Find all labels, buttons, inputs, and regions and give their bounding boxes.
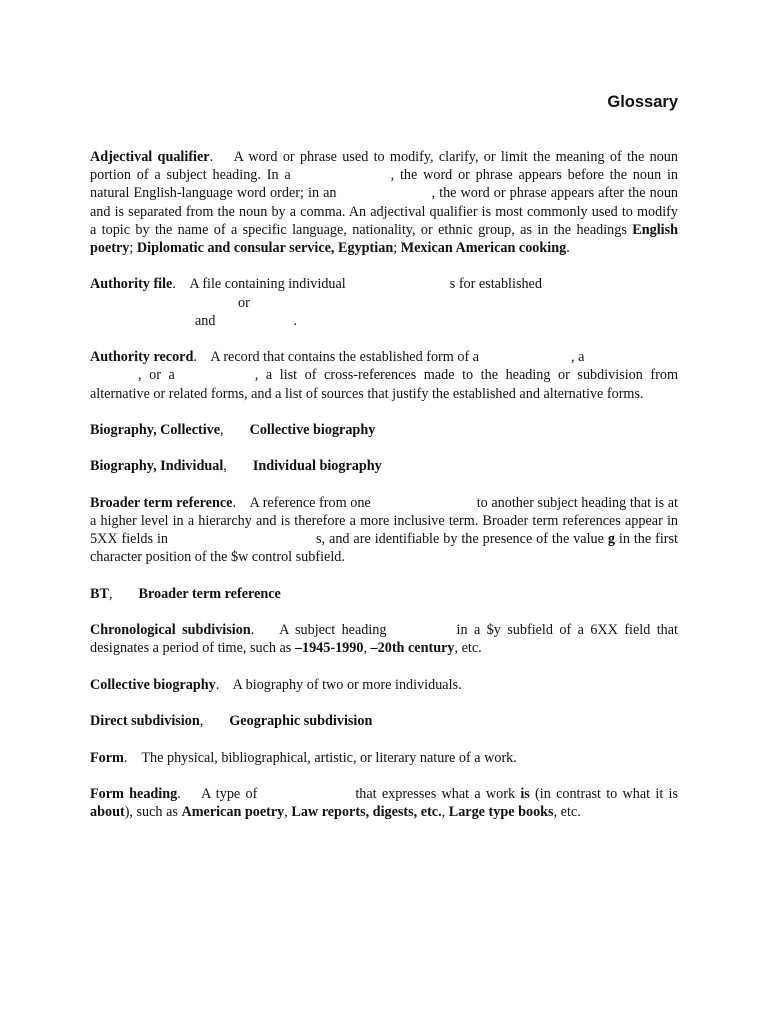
entry-text: , or a [138, 367, 175, 384]
entry-term: BT [90, 585, 109, 602]
glossary-entry-chronological-subdivision: Chronological subdivision. A subject heading in a $y subfield of a 6XX field that designates a period of time, such as –1945-1990, –20th century, etc. [90, 622, 679, 657]
glossary-entries [90, 148, 678, 840]
see-reference: Broader term reference [138, 585, 281, 602]
glossary-entry-biography-collective: Biography, Collective, Collective biography [90, 422, 376, 438]
value-code: g [607, 531, 615, 548]
see-reference: Geographic subdivision [229, 713, 373, 730]
glossary-entry-authority-file: Authority file. A file containing individual s for establishedor and . [90, 276, 542, 329]
entry-text: , the word or phrase appears after the noun and is separated from the noun by a comma. An adjectival qualifier is most commonly used to modify a topic by the name of a specific language, nationality, or ethnic group, as in the headings [90, 185, 679, 238]
example-heading: Law reports, digests, etc. [291, 804, 442, 821]
glossary-entry-form-heading: Form heading. A type of that expresses what a work is (in contrast to what it is about), such as American poetry, Law reports, digests, etc., Large type books, etc. [90, 785, 678, 821]
emphasis-about: about [90, 804, 125, 821]
example-heading: English poetry [90, 221, 678, 257]
glossary-entry-direct-subdivision: Direct subdivision, Geographic subdivision [90, 713, 373, 730]
entry-text: A reference from one [249, 494, 371, 511]
entry-text: in a $y subfield of a 6XX field that designates a period of time, such as [90, 622, 679, 657]
glossary-entry-bt: BT, Broader term reference [90, 585, 281, 602]
entry-text: , etc. [553, 804, 581, 821]
example-heading: Large type books [448, 804, 554, 821]
entry-text: that expresses what a work [355, 785, 516, 802]
entry-term: Authority file [90, 276, 173, 293]
glossary-entry-form: Form. The physical, bibliographical, artistic, or literary nature of a work. [90, 749, 517, 766]
entry-term: Direct subdivision [90, 713, 200, 730]
entry-text: (in contrast to what it is [535, 785, 678, 802]
entry-text: A word or phrase used to modify, clarify, or limit the meaning of the noun portion of a subject heading. In a [90, 149, 678, 184]
entry-text: and [195, 312, 216, 329]
example-heading: American poetry [181, 804, 285, 821]
entry-text: to another subject heading that is at a higher level in a hierarchy and is therefore a more inclusive term. Broader term references appear in 5XX fields in [90, 494, 679, 548]
entry-term: Biography, Individual [90, 458, 224, 475]
entry-text: A type of [201, 785, 258, 802]
entry-text: s, and are identifiable by the presence of the value [316, 531, 604, 548]
entry-term: Authority record [90, 349, 194, 366]
glossary-entry-biography-individual: Biography, Individual, Individual biography [90, 458, 382, 475]
example-heading: –1945-1990 [294, 640, 364, 657]
entry-term: Adjectival qualifier [90, 149, 210, 165]
entry-text: , the word or phrase appears before the noun in natural English-language word order; in an [90, 167, 678, 202]
example-heading: Mexican American cooking [400, 240, 567, 257]
entry-text: ), such as [124, 804, 178, 821]
glossary-entry-broader-term-reference: Broader term reference. A reference from one to another subject heading that is at a higher level in a hierarchy and is therefore a more inclusive term. Broader term references appear in 5XX fields in s, and are identifiable by the presence of the value g in the first character position of the $w control subfield. [90, 494, 679, 566]
entry-text: , a list of cross-references made to the heading or subdivision from alternative or related forms, and a list of sources that justify the established and alternative forms. [90, 367, 678, 402]
entry-text: A record that contains the established form of a [210, 349, 480, 366]
entry-text: or [238, 294, 250, 311]
glossary-entry-authority-record: Authority record. A record that contains the established form of a , a , or a , a list of cross-references made to the heading or subdivision from alternative or related forms, and a list of sources that justify the established and alternative forms. [90, 349, 678, 402]
example-heading: –20th century [370, 640, 455, 657]
glossary-entry-collective-biography: Collective biography. A biography of two or more individuals. [90, 676, 462, 693]
see-reference: Individual biography [252, 458, 382, 475]
entry-term: Form heading [90, 785, 178, 802]
example-heading: Diplomatic and consular service, Egyptian [136, 240, 394, 257]
entry-term: Collective biography [90, 676, 216, 693]
entry-text: A subject heading [279, 622, 387, 639]
entry-text: A biography of two or more individuals. [232, 676, 462, 693]
entry-text: in the first character position of the $w control subfield. [90, 531, 678, 566]
entry-text: s for established [449, 276, 542, 293]
entry-text: , a [571, 349, 585, 366]
entry-term: Form [90, 749, 124, 766]
emphasis-is: is [520, 785, 530, 802]
entry-term: Chronological subdivision [90, 622, 251, 639]
entry-text: . [293, 312, 298, 329]
entry-text: The physical, bibliographical, artistic, or literary nature of a work. [141, 749, 517, 766]
entry-text: A file containing individual [189, 276, 346, 293]
entry-term: Broader term reference [90, 494, 233, 511]
see-reference: Collective biography [249, 422, 376, 438]
page-title: Glossary [607, 93, 678, 111]
entry-text: etc. [461, 640, 482, 657]
glossary-entry-adjectival-qualifier: Adjectival qualifier. A word or phrase used to modify, clarify, or limit the meaning of the noun portion of a subject heading. In a , the word or phrase appears before the noun in natural English-language word order; in an , the word or phrase appears after the noun and is separated from the noun by a comma. An adjectival qualifier is most commonly used to modify a topic by the name of a specific language, nationality, or ethnic group, as in the headings English poetry; Diplomatic and consular service, Egyptian; Mexican American cooking. [90, 149, 679, 257]
entry-term: Biography, Collective [90, 422, 221, 438]
